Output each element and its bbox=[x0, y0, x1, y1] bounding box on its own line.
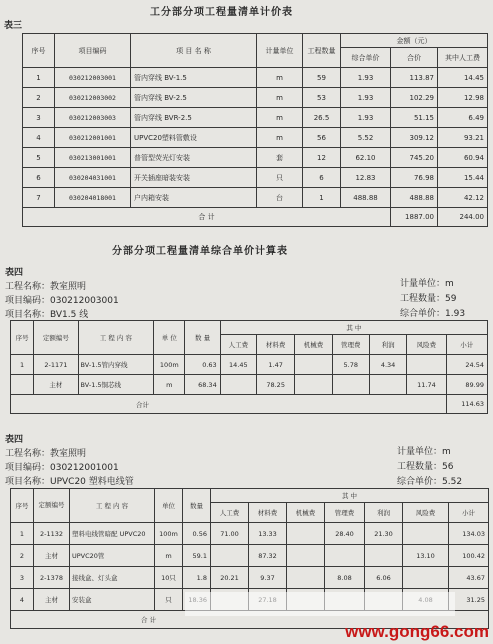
col-unit: 单 位 bbox=[154, 321, 185, 355]
table-row bbox=[23, 168, 488, 188]
col-profit: 利润 bbox=[369, 335, 406, 355]
col-qty: 数量 bbox=[183, 489, 211, 523]
col-material: 材料费 bbox=[249, 503, 287, 523]
cell-labor bbox=[220, 375, 256, 395]
col-subtotal: 小计 bbox=[449, 503, 489, 523]
cell-content: UPVC20管 bbox=[70, 545, 155, 567]
col-labor: 人工费 bbox=[211, 503, 249, 523]
col-content: 工 程 内 容 bbox=[78, 321, 154, 355]
cell-seq: 6 bbox=[23, 168, 55, 188]
col-quota: 定额编号 bbox=[34, 489, 70, 523]
section2-item-name: 项目名称：BV1.5 线 bbox=[5, 310, 89, 320]
section2-qty: 工程数量：59 bbox=[400, 294, 457, 304]
cell-profit: 4.34 bbox=[369, 355, 406, 375]
cell-material: 1.47 bbox=[257, 355, 295, 375]
col-subtotal: 小计 bbox=[446, 335, 487, 355]
cell-quota: 2-1378 bbox=[34, 567, 70, 589]
col-content: 工 程 内 容 bbox=[70, 489, 155, 523]
cell-unit: m bbox=[257, 108, 303, 128]
cell-labor: 14.45 bbox=[438, 68, 488, 88]
section3-item-name: 项目名称：UPVC20 塑料电线管 bbox=[5, 477, 134, 487]
col-risk: 风险费 bbox=[407, 335, 446, 355]
total-label: 合计 bbox=[11, 395, 447, 414]
section3-item-code: 项目编码：030212001001 bbox=[5, 463, 119, 473]
col-name: 项 目 名 称 bbox=[131, 34, 257, 68]
section2-item-code: 项目编码：030212003001 bbox=[5, 296, 119, 306]
cell-machine bbox=[295, 355, 332, 375]
cell-machine bbox=[287, 545, 325, 567]
cell-machine bbox=[295, 375, 332, 395]
cell-unit: m bbox=[257, 128, 303, 148]
cell-qty: 53 bbox=[303, 88, 341, 108]
col-quota: 定额编号 bbox=[34, 321, 78, 355]
cell-unit: 套 bbox=[257, 148, 303, 168]
cell-mgmt bbox=[332, 375, 369, 395]
col-seq: 序号 bbox=[11, 321, 34, 355]
cell-labor: 93.21 bbox=[438, 128, 488, 148]
cell-seq: 2 bbox=[23, 88, 55, 108]
cell-quota: 2-1132 bbox=[34, 523, 70, 545]
col-qty: 数 量 bbox=[185, 321, 220, 355]
cell-code: 030212003003 bbox=[55, 108, 131, 128]
cell-qty: 0.56 bbox=[183, 523, 211, 545]
total-labor: 244.00 bbox=[438, 208, 488, 227]
col-qty: 工程数量 bbox=[303, 34, 341, 68]
cell-name: 管内穿线 BVR-2.5 bbox=[131, 108, 257, 128]
table-row bbox=[23, 108, 488, 128]
cell-seq bbox=[11, 375, 34, 395]
cell-subtotal: 31.25 bbox=[449, 589, 489, 611]
scan-smudge bbox=[185, 592, 455, 616]
cell-subtotal: 100.42 bbox=[449, 545, 489, 567]
cell-qty: 26.5 bbox=[303, 108, 341, 128]
section2-title: 分部分项工程量清单综合单价计算表 bbox=[112, 246, 288, 257]
unit-price-list-table bbox=[22, 33, 488, 227]
total-label: 合 计 bbox=[11, 611, 489, 629]
cell-risk bbox=[407, 355, 446, 375]
cell-quota: 2-1171 bbox=[34, 355, 78, 375]
section1-label: 表三 bbox=[4, 21, 23, 31]
col-profit: 利润 bbox=[365, 503, 403, 523]
cell-unit: 100m bbox=[154, 355, 185, 375]
cell-unit-price: 62.10 bbox=[341, 148, 391, 168]
col-unit: 单位 bbox=[155, 489, 183, 523]
composite-price-table-1 bbox=[10, 320, 488, 414]
table-row bbox=[11, 523, 489, 545]
cell-subtotal: 89.99 bbox=[446, 375, 487, 395]
col-material: 材料费 bbox=[257, 335, 295, 355]
table-row bbox=[11, 545, 489, 567]
cell-material: 9.37 bbox=[249, 567, 287, 589]
table-row bbox=[11, 375, 488, 395]
cell-content: 塑料电线管暗配 UPVC20 bbox=[70, 523, 155, 545]
cell-qty: 0.63 bbox=[185, 355, 220, 375]
col-seq: 序号 bbox=[11, 489, 34, 523]
section3-label: 表四 bbox=[5, 435, 24, 445]
cell-unit: 台 bbox=[257, 188, 303, 208]
cell-total: 488.88 bbox=[391, 188, 438, 208]
section3-unit: 计量单位：m bbox=[397, 447, 451, 457]
col-mgmt: 管理费 bbox=[325, 503, 365, 523]
cell-labor: 20.21 bbox=[211, 567, 249, 589]
cell-total: 102.29 bbox=[391, 88, 438, 108]
cell-qty: 12 bbox=[303, 148, 341, 168]
cell-seq: 4 bbox=[11, 589, 34, 611]
section3-unit-price: 综合单价：5.52 bbox=[397, 477, 463, 487]
cell-content: 接线盒、灯头盒 bbox=[70, 567, 155, 589]
col-labor: 其中人工费 bbox=[438, 48, 488, 68]
total-label: 合 计 bbox=[23, 208, 391, 227]
table-row bbox=[23, 188, 488, 208]
cell-seq: 3 bbox=[23, 108, 55, 128]
cell-unit-price: 1.93 bbox=[341, 88, 391, 108]
table-row bbox=[23, 128, 488, 148]
cell-material: 13.33 bbox=[249, 523, 287, 545]
cell-labor: 15.44 bbox=[438, 168, 488, 188]
cell-content: BV-1.5管内穿线 bbox=[78, 355, 154, 375]
cell-machine bbox=[287, 567, 325, 589]
cell-code: 030212003002 bbox=[55, 88, 131, 108]
col-mgmt: 管理费 bbox=[332, 335, 369, 355]
col-machine: 机械费 bbox=[287, 503, 325, 523]
table-row bbox=[11, 567, 489, 589]
site-watermark: www.gong66.com bbox=[345, 622, 489, 641]
cell-subtotal: 134.03 bbox=[449, 523, 489, 545]
total-amount: 1887.00 bbox=[391, 208, 438, 227]
table-row bbox=[23, 88, 488, 108]
col-labor: 人工费 bbox=[220, 335, 256, 355]
cell-labor: 6.49 bbox=[438, 108, 488, 128]
cell-qty: 59 bbox=[303, 68, 341, 88]
col-of-which: 其 中 bbox=[220, 321, 487, 335]
section3-project-name: 工程名称：教室照明 bbox=[5, 449, 87, 459]
total-subtotal: 114.63 bbox=[446, 395, 487, 414]
cell-total: 113.87 bbox=[391, 68, 438, 88]
table-row bbox=[23, 68, 488, 88]
cell-profit bbox=[365, 545, 403, 567]
total-row bbox=[23, 208, 488, 227]
cell-qty: 1 bbox=[303, 188, 341, 208]
cell-content: 安装盒 bbox=[70, 589, 155, 611]
col-seq: 序号 bbox=[23, 34, 55, 68]
cell-labor: 71.00 bbox=[211, 523, 249, 545]
col-code: 项目编码 bbox=[55, 34, 131, 68]
cell-subtotal: 43.67 bbox=[449, 567, 489, 589]
cell-unit: m bbox=[155, 545, 183, 567]
cell-unit: m bbox=[257, 88, 303, 108]
cell-unit: 10只 bbox=[155, 567, 183, 589]
cell-material: 78.25 bbox=[257, 375, 295, 395]
cell-seq: 2 bbox=[11, 545, 34, 567]
cell-mgmt: 28.40 bbox=[325, 523, 365, 545]
table-row bbox=[11, 355, 488, 375]
cell-content: BV-1.5铜芯线 bbox=[78, 375, 154, 395]
cell-unit-price: 12.83 bbox=[341, 168, 391, 188]
col-machine: 机械费 bbox=[295, 335, 332, 355]
cell-labor: 12.98 bbox=[438, 88, 488, 108]
cell-labor: 42.12 bbox=[438, 188, 488, 208]
cell-total: 309.12 bbox=[391, 128, 438, 148]
cell-name: 管内穿线 BV-2.5 bbox=[131, 88, 257, 108]
cell-name: 户内箱安装 bbox=[131, 188, 257, 208]
cell-name: 开关插座暗装安装 bbox=[131, 168, 257, 188]
col-unit: 计量单位 bbox=[257, 34, 303, 68]
cell-unit: m bbox=[154, 375, 185, 395]
total-row bbox=[11, 395, 488, 414]
cell-material: 87.32 bbox=[249, 545, 287, 567]
cell-profit: 21.30 bbox=[365, 523, 403, 545]
cell-risk bbox=[403, 523, 449, 545]
cell-unit-price: 5.52 bbox=[341, 128, 391, 148]
cell-quota: 主材 bbox=[34, 545, 70, 567]
section3-qty: 工程数量：56 bbox=[397, 462, 454, 472]
cell-quota: 主材 bbox=[34, 375, 78, 395]
cell-labor: 60.94 bbox=[438, 148, 488, 168]
cell-mgmt: 8.08 bbox=[325, 567, 365, 589]
cell-risk: 13.10 bbox=[403, 545, 449, 567]
cell-seq: 4 bbox=[23, 128, 55, 148]
cell-seq: 1 bbox=[11, 355, 34, 375]
cell-unit: m bbox=[257, 68, 303, 88]
cell-mgmt bbox=[325, 545, 365, 567]
cell-subtotal: 24.54 bbox=[446, 355, 487, 375]
cell-total: 745.20 bbox=[391, 148, 438, 168]
cell-quota: 主材 bbox=[34, 589, 70, 611]
cell-unit: 100m bbox=[155, 523, 183, 545]
cell-unit: 只 bbox=[257, 168, 303, 188]
table-row bbox=[23, 148, 488, 168]
cell-labor bbox=[211, 545, 249, 567]
cell-total: 51.15 bbox=[391, 108, 438, 128]
cell-risk: 11.74 bbox=[407, 375, 446, 395]
cell-name: UPVC20塑料管敷设 bbox=[131, 128, 257, 148]
cell-risk bbox=[403, 567, 449, 589]
cell-profit: 6.06 bbox=[365, 567, 403, 589]
cell-qty: 59.1 bbox=[183, 545, 211, 567]
cell-seq: 3 bbox=[11, 567, 34, 589]
cell-name: 管内穿线 BV-1.5 bbox=[131, 68, 257, 88]
cell-code: 030204031001 bbox=[55, 168, 131, 188]
cell-unit-price: 1.93 bbox=[341, 68, 391, 88]
cell-unit-price: 1.93 bbox=[341, 108, 391, 128]
cell-qty: 6 bbox=[303, 168, 341, 188]
cell-name: 普管型荧光灯安装 bbox=[131, 148, 257, 168]
cell-profit bbox=[369, 375, 406, 395]
col-unit-price: 综合单价 bbox=[341, 48, 391, 68]
cell-machine bbox=[287, 523, 325, 545]
section1-title: 工分部分项工程量清单计价表 bbox=[150, 7, 293, 18]
cell-seq: 5 bbox=[23, 148, 55, 168]
cell-total: 76.98 bbox=[391, 168, 438, 188]
cell-seq: 7 bbox=[23, 188, 55, 208]
cell-code: 030204018001 bbox=[55, 188, 131, 208]
cell-mgmt: 5.78 bbox=[332, 355, 369, 375]
section2-unit: 计量单位：m bbox=[400, 279, 454, 289]
section2-project-name: 工程名称：教室照明 bbox=[5, 282, 87, 292]
cell-qty: 1.8 bbox=[183, 567, 211, 589]
col-amount-group: 金额（元） bbox=[341, 34, 488, 48]
col-risk: 风险费 bbox=[403, 503, 449, 523]
cell-code: 030212003001 bbox=[55, 68, 131, 88]
col-of-which: 其 中 bbox=[211, 489, 489, 503]
cell-code: 030212001001 bbox=[55, 128, 131, 148]
cell-unit-price: 488.88 bbox=[341, 188, 391, 208]
cell-labor: 14.45 bbox=[220, 355, 256, 375]
cell-seq: 1 bbox=[23, 68, 55, 88]
section2-unit-price: 综合单价：1.93 bbox=[400, 309, 466, 319]
cell-seq: 1 bbox=[11, 523, 34, 545]
cell-qty: 68.34 bbox=[185, 375, 220, 395]
col-total: 合价 bbox=[391, 48, 438, 68]
cell-qty: 56 bbox=[303, 128, 341, 148]
cell-code: 030213001001 bbox=[55, 148, 131, 168]
cell-unit: 只 bbox=[155, 589, 183, 611]
section2-label: 表四 bbox=[5, 268, 24, 278]
